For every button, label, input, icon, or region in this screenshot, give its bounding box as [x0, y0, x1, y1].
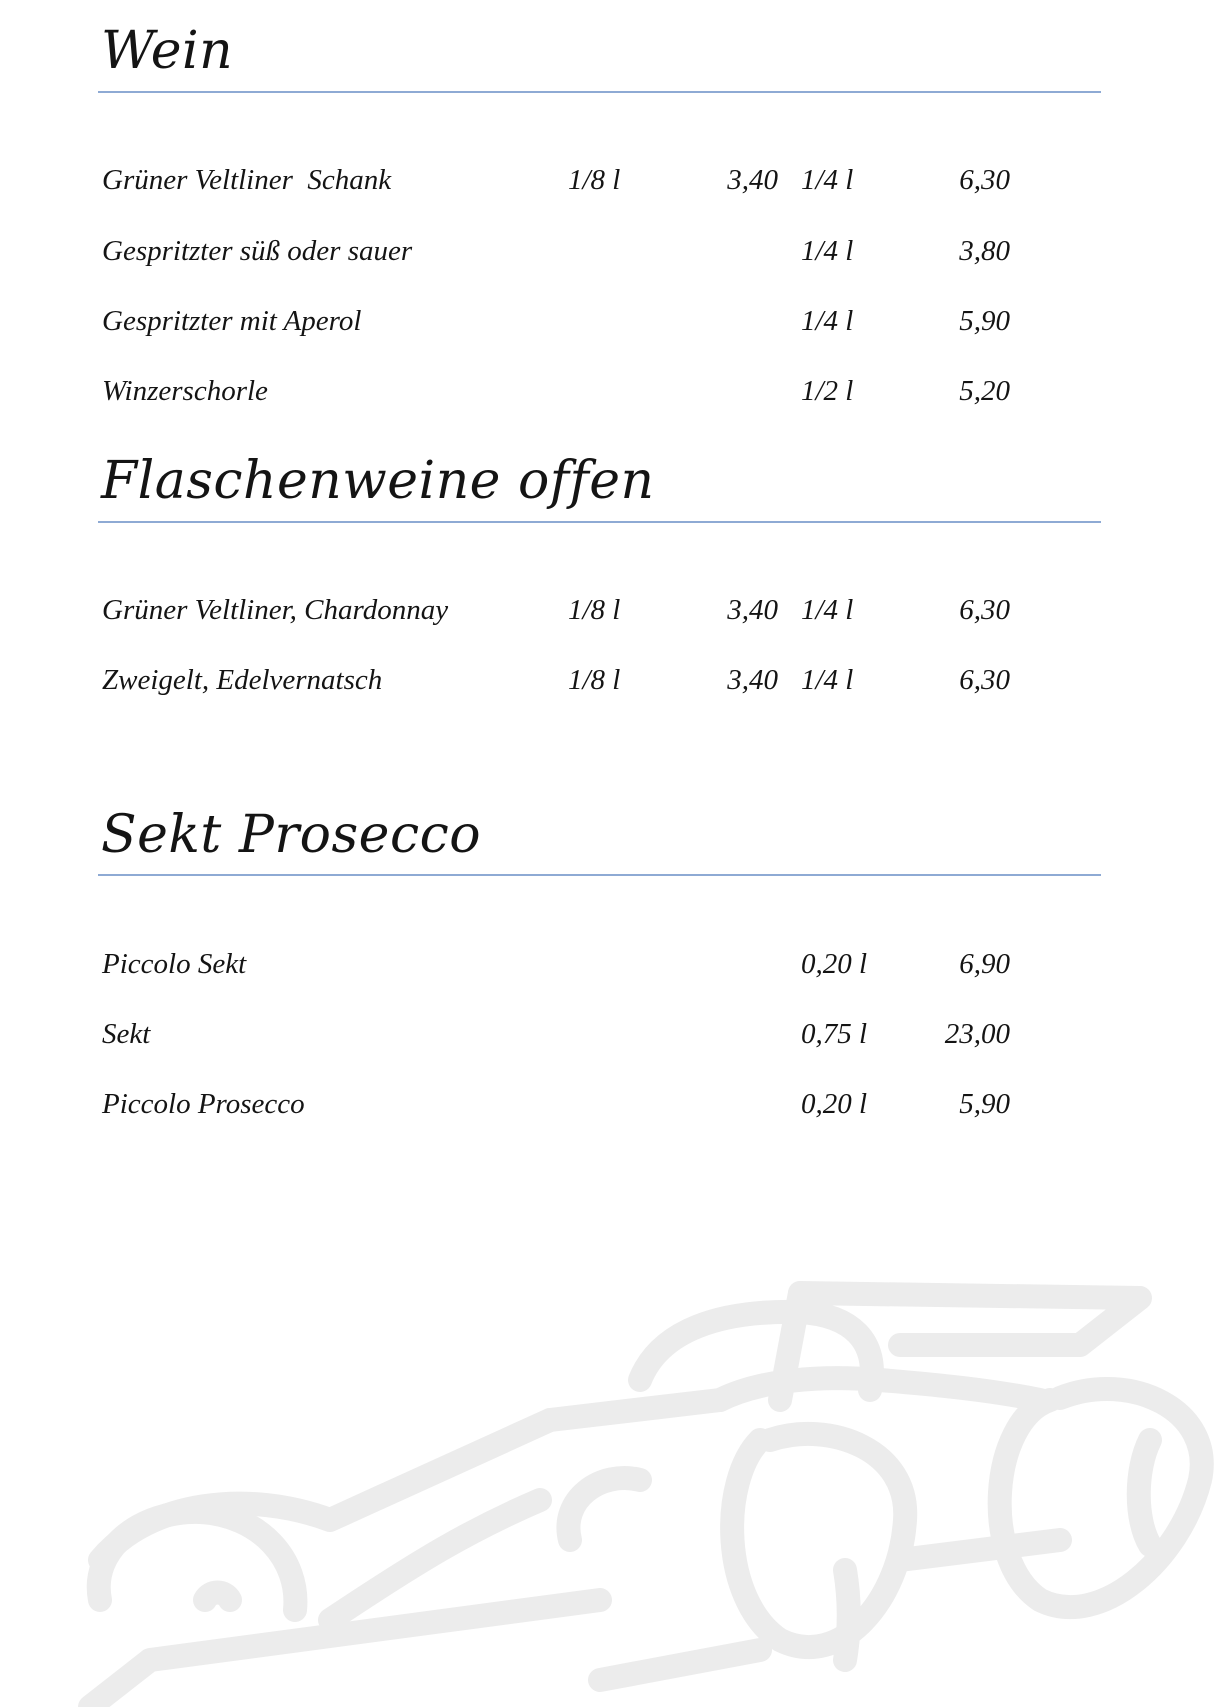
section-divider	[98, 91, 1101, 93]
item-name: Gespritzter mit Aperol	[102, 305, 362, 337]
menu-item	[0, 303, 1222, 339]
menu-item	[0, 162, 1222, 198]
item-quantity-large: 0,20 l	[801, 1088, 868, 1120]
item-name: Piccolo Sekt	[102, 948, 247, 980]
item-quantity-large: 1/2 l	[801, 375, 854, 407]
item-price-large: 6,30	[959, 594, 1010, 626]
item-quantity-large: 1/4 l	[801, 594, 854, 626]
item-name: Piccolo Prosecco	[102, 1088, 305, 1120]
menu-item	[0, 1086, 1222, 1122]
item-name: Zweigelt, Edelvernatsch	[102, 664, 383, 696]
menu-item	[0, 233, 1222, 269]
menu-item	[0, 1016, 1222, 1052]
item-price-large: 3,80	[959, 235, 1010, 267]
item-price-large: 5,20	[959, 375, 1010, 407]
item-price-large: 6,30	[959, 164, 1010, 196]
menu-item	[0, 946, 1222, 982]
item-price-large: 6,90	[959, 948, 1010, 980]
section-title-wein: Wein	[101, 21, 234, 81]
section-divider	[98, 874, 1101, 876]
item-price-large: 23,00	[944, 1018, 1010, 1050]
item-quantity-large: 1/4 l	[801, 664, 854, 696]
item-name: Grüner Veltliner Schank	[102, 164, 392, 196]
item-quantity-small: 1/8 l	[568, 594, 621, 626]
item-price-large: 6,30	[959, 664, 1010, 696]
item-quantity-large: 0,75 l	[801, 1018, 868, 1050]
item-quantity-large: 0,20 l	[801, 948, 868, 980]
item-quantity-large: 1/4 l	[801, 235, 854, 267]
menu-item	[0, 662, 1222, 698]
item-quantity-small: 1/8 l	[568, 664, 621, 696]
section-title-sekt-prosecco: Sekt Prosecco	[101, 805, 481, 865]
item-name: Gespritzter süß oder sauer	[102, 235, 413, 267]
menu-item	[0, 592, 1222, 628]
item-name: Grüner Veltliner, Chardonnay	[102, 594, 449, 626]
item-price-large: 5,90	[959, 305, 1010, 337]
item-quantity-small: 1/8 l	[568, 164, 621, 196]
section-title-flaschenweine: Flaschenweine offen	[101, 451, 655, 511]
item-price-small: 3,40	[727, 664, 778, 696]
section-divider	[98, 521, 1101, 523]
item-name: Sekt	[102, 1018, 151, 1050]
menu-item	[0, 373, 1222, 409]
item-quantity-large: 1/4 l	[801, 305, 854, 337]
item-price-small: 3,40	[727, 594, 778, 626]
item-price-large: 5,90	[959, 1088, 1010, 1120]
item-name: Winzerschorle	[102, 375, 268, 407]
item-price-small: 3,40	[727, 164, 778, 196]
item-quantity-large: 1/4 l	[801, 164, 854, 196]
